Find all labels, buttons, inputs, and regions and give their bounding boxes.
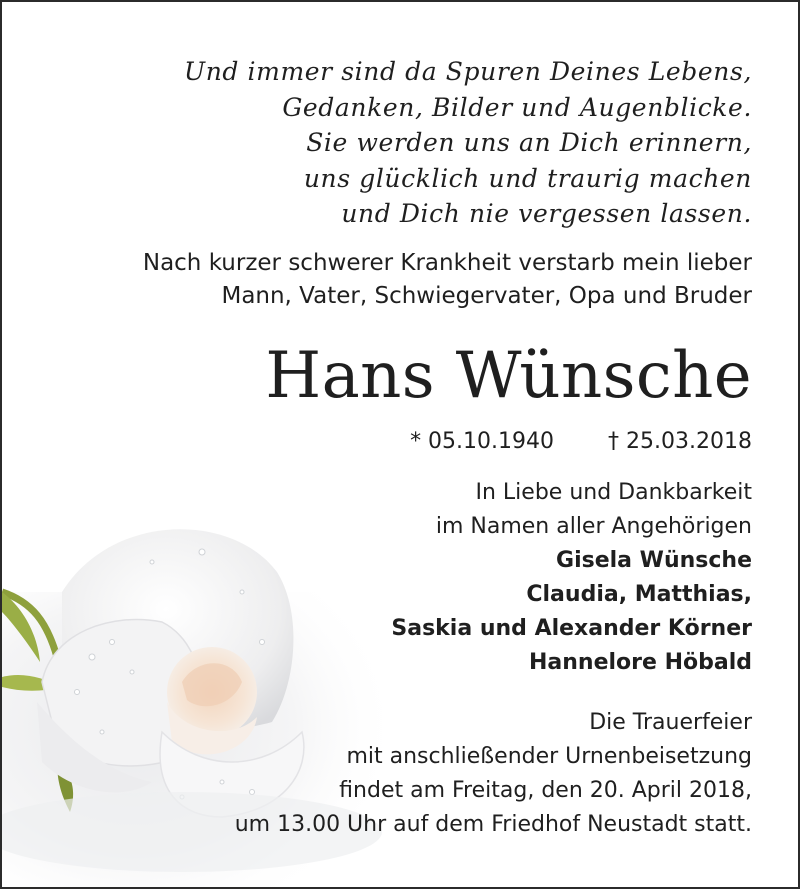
poem-line: und Dich nie vergessen lassen.	[341, 199, 752, 228]
service-line: um 13.00 Uhr auf dem Friedhof Neustadt statt.	[234, 812, 752, 837]
death-date: † 25.03.2018	[608, 429, 752, 454]
mourner-name: Claudia, Matthias,	[526, 582, 752, 607]
mourner-name: Saskia und Alexander Körner	[391, 616, 752, 641]
poem	[184, 54, 752, 232]
death-announcement	[143, 247, 752, 313]
poem-line: Sie werden uns an Dich erinnern,	[306, 128, 752, 157]
mourner-name: Hannelore Höbald	[529, 650, 752, 675]
service-line: findet am Freitag, den 20. April 2018,	[339, 778, 752, 803]
service-line: mit anschließender Urnenbeisetzung	[346, 744, 752, 769]
mourner-name: Gisela Wünsche	[556, 548, 752, 573]
announcement-line: Mann, Vater, Schwiegervater, Opa und Bruder	[221, 283, 752, 309]
life-dates	[410, 426, 752, 458]
poem-line: uns glücklich und traurig machen	[303, 163, 752, 193]
mourners	[391, 476, 752, 680]
service-line: Die Trauerfeier	[589, 710, 752, 735]
announcement-line: Nach kurzer schwerer Krankheit verstarb mein lieber	[142, 250, 752, 276]
deceased-name: Hans Wünsche	[265, 339, 752, 413]
poem-line: Und immer sind da Spuren Deines Lebens,	[184, 57, 752, 86]
mourners-intro-line: In Liebe und Dankbarkeit	[475, 480, 752, 505]
birth-date: * 05.10.1940	[410, 429, 555, 454]
mourners-intro-line: im Namen aller Angehörigen	[435, 514, 752, 539]
poem-line: Gedanken, Bilder und Augenblicke.	[282, 92, 752, 122]
funeral-service-info	[235, 706, 752, 842]
